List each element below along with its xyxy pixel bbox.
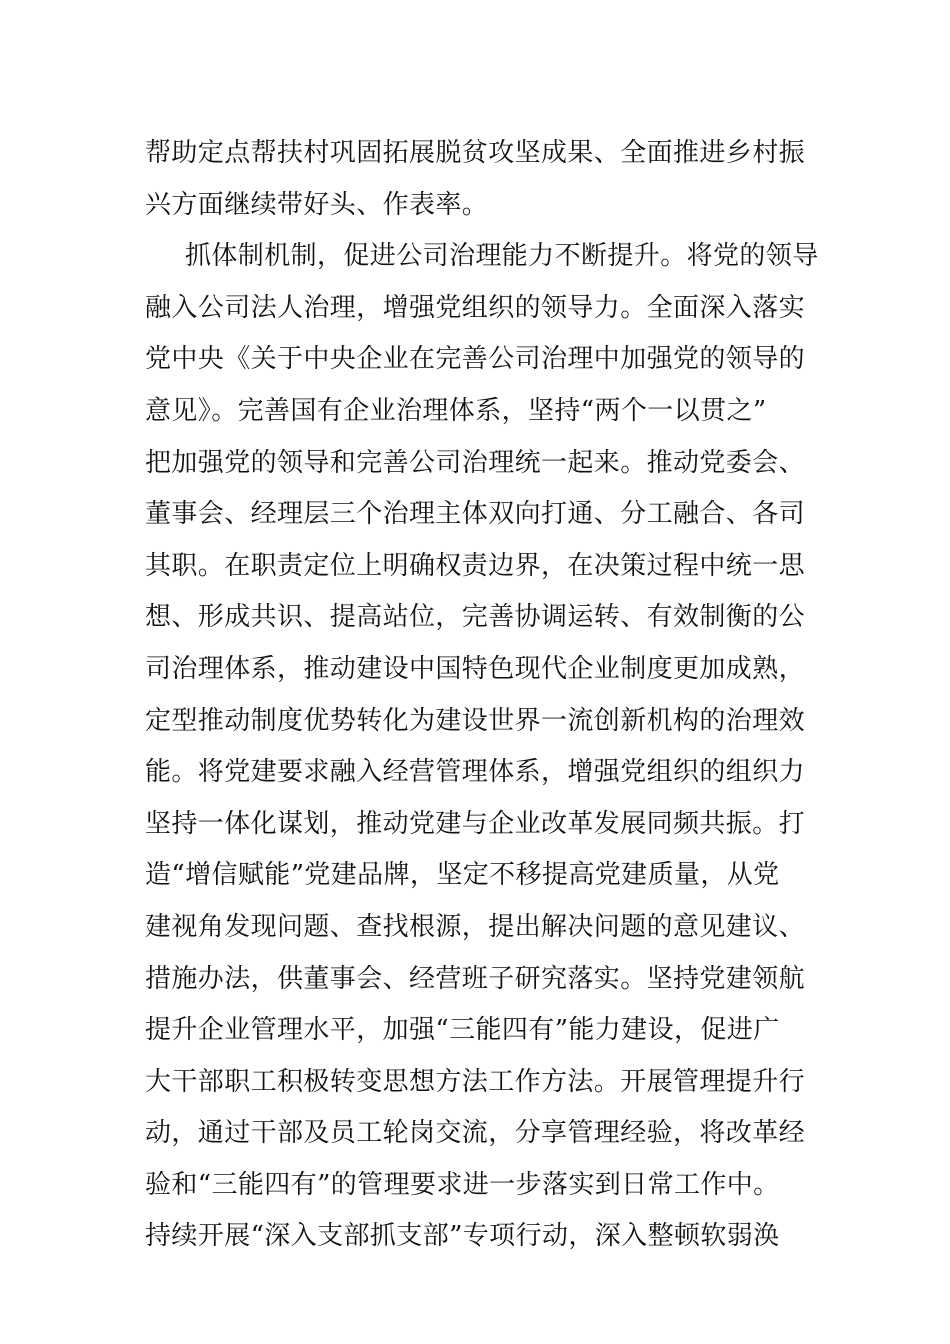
text-line: 想、形成共识、提高站位，完善协调运转、有效制衡的公 [145,602,806,633]
body-text [145,128,819,1263]
text-line: 提升企业管理水平，加强“三能四有”能力建设，促进广 [145,1015,780,1046]
text-line: 党中央《关于中央企业在完善公司治理中加强党的领导的 [145,344,806,375]
text-line: 帮助定点帮扶村巩固拓展脱贫攻坚成果、全面推进乡村振 [145,138,806,168]
text-line: 建视角发现问题、查找根源，提出解决问题的意见建议、 [145,911,806,942]
text-line: 大干部职工积极转变思想方法工作方法。开展管理提升行 [145,1066,806,1097]
text-line: 意见》。完善国有企业治理体系，坚持“两个一以贯之” [145,395,767,426]
text-line: 措施办法，供董事会、经营班子研究落实。坚持党建领航 [145,963,806,994]
text-line: 动，通过干部及员工轮岗交流，分享管理经验，将改革经 [145,1118,806,1149]
text-line: 融入公司法人治理，增强党组织的领导力。全面深入落实 [145,292,806,323]
text-line: 定型推动制度优势转化为建设世界一流创新机构的治理效 [145,705,806,736]
text-line: 董事会、经理层三个治理主体双向打通、分工融合、各司 [145,499,806,530]
text-line: 把加强党的领导和完善公司治理统一起来。推动党委会、 [145,447,806,478]
text-line: 司治理体系，推动建设中国特色现代企业制度更加成熟， [145,653,806,684]
text-line: 持续开展“深入支部抓支部”专项行动，深入整顿软弱涣 [145,1221,780,1252]
paragraph-start-line: 抓体制机制，促进公司治理能力不断提升。将党的领导 [185,241,819,272]
text-line: 其职。在职责定位上明确权责边界，在决策过程中统一思 [145,550,806,581]
text-line: 验和“三能四有”的管理要求进一步落实到日常工作中。 [145,1169,780,1200]
text-line: 坚持一体化谋划，推动党建与企业改革发展同频共振。打 [145,808,806,839]
text-line: 能。将党建要求融入经营管理体系，增强党组织的组织力 [145,757,806,788]
text-line: 造“增信赋能”党建品牌，坚定不移提高党建质量，从党 [145,860,780,891]
text-line: 兴方面继续带好头、作表率。 [145,189,489,220]
